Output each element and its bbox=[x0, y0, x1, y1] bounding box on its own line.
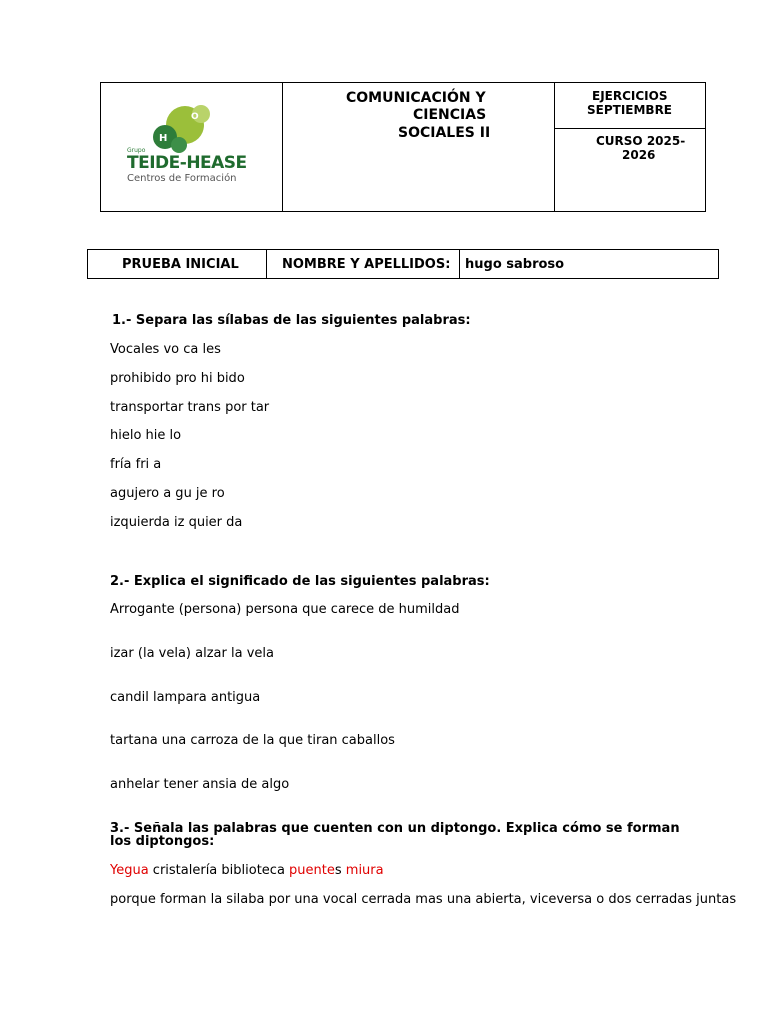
q1-answer: transportar trans por tar bbox=[110, 400, 270, 415]
company-logo bbox=[125, 105, 265, 185]
exercises-line-1: EJERCICIOS bbox=[592, 89, 668, 103]
logo-group-text: Grupo bbox=[127, 147, 146, 154]
svg-text:H: H bbox=[159, 133, 168, 144]
q2-answer: tartana una carroza de la que tiran caballos bbox=[110, 733, 395, 748]
name-value: hugo sabroso bbox=[465, 256, 565, 272]
q3-explanation: porque forman la silaba por una vocal cerrada mas una abierta, viceversa o dos cerradas juntas bbox=[110, 892, 737, 907]
question-2-title: 2.- Explica el significado de las siguientes palabras: bbox=[110, 574, 490, 589]
diphthong-word: miura bbox=[345, 863, 384, 878]
q1-answer: Vocales vo ca les bbox=[110, 342, 221, 357]
subject-line-2: CIENCIAS bbox=[413, 107, 487, 123]
name-label: NOMBRE Y APELLIDOS: bbox=[282, 256, 451, 272]
diphthong-word: puente bbox=[289, 863, 335, 878]
question-3-title-line-2: los diptongos: bbox=[110, 834, 215, 849]
header-table bbox=[100, 82, 706, 212]
header-divider bbox=[554, 128, 706, 129]
header-divider bbox=[554, 83, 555, 211]
info-divider bbox=[459, 250, 460, 278]
q2-answer: anhelar tener ansia de algo bbox=[110, 777, 290, 792]
question-3-title-line-1: 3.- Señala las palabras que cuenten con un diptongo. Explica cómo se forman bbox=[110, 821, 680, 836]
course-line-2: 2026 bbox=[622, 148, 656, 162]
info-table bbox=[87, 249, 719, 279]
q1-answer: fría fri a bbox=[110, 457, 162, 472]
exercises-line-2: SEPTIEMBRE bbox=[587, 103, 673, 117]
plain-words: s bbox=[334, 863, 346, 878]
test-label: PRUEBA INICIAL bbox=[122, 256, 239, 272]
q1-answer: prohibido pro hi bido bbox=[110, 371, 245, 386]
course-line-1: CURSO 2025- bbox=[596, 134, 686, 148]
logo-name: TEIDE-HEASE bbox=[127, 153, 247, 173]
q2-answer: candil lampara antigua bbox=[110, 690, 261, 705]
diphthong-word: Yegua bbox=[110, 863, 149, 878]
q1-answer: agujero a gu je ro bbox=[110, 486, 225, 501]
subject-line-1: COMUNICACIÓN Y bbox=[346, 90, 486, 106]
info-divider bbox=[266, 250, 267, 278]
plain-words: cristalería biblioteca bbox=[148, 863, 290, 878]
header-divider bbox=[282, 83, 283, 211]
logo-subtitle: Centros de Formación bbox=[127, 173, 237, 184]
q1-answer: hielo hie lo bbox=[110, 428, 182, 443]
question-1-title: 1.- Separa las sílabas de las siguientes palabras: bbox=[112, 313, 471, 328]
svg-text:O: O bbox=[191, 112, 199, 122]
q2-answer: Arrogante (persona) persona que carece de humildad bbox=[110, 602, 460, 617]
q2-answer: izar (la vela) alzar la vela bbox=[110, 646, 274, 661]
q3-words bbox=[110, 863, 384, 878]
subject-line-3: SOCIALES II bbox=[398, 125, 491, 141]
q1-answer: izquierda iz quier da bbox=[110, 515, 243, 530]
